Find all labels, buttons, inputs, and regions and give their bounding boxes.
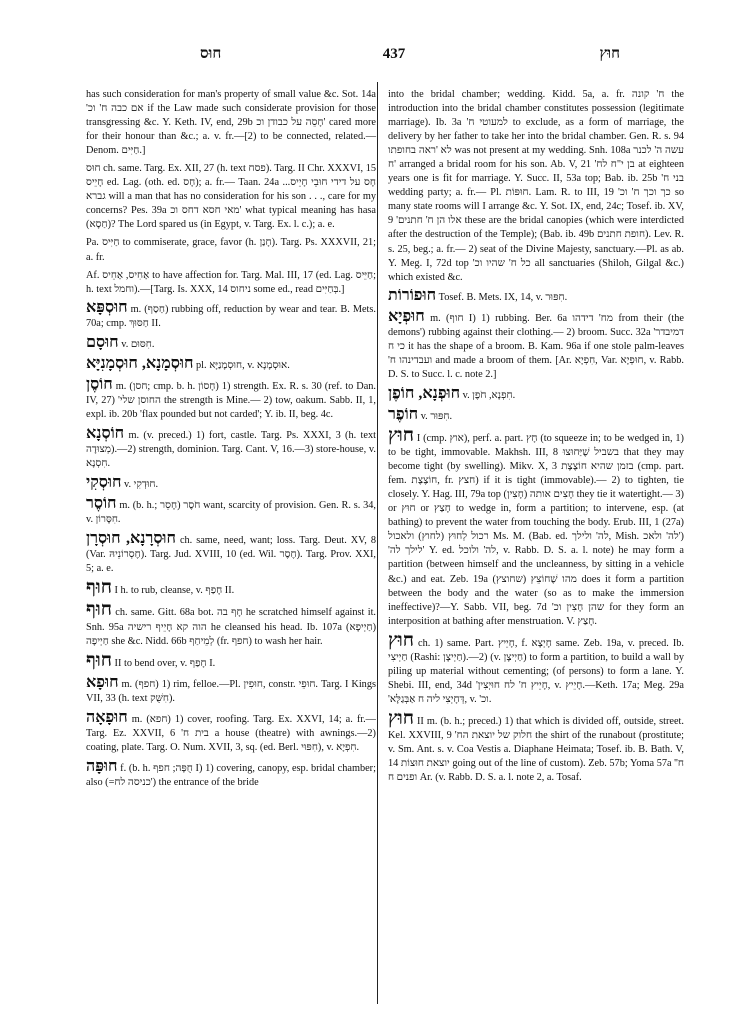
dictionary-entry — [388, 425, 685, 629]
column-divider — [377, 82, 378, 1004]
entry-headword: חוֹסֶן — [86, 375, 113, 393]
entry-headword: חוּסְרָנָא, חוּסְרָן — [86, 530, 176, 548]
entry-definition: m. (b. h.; חָסֵר) חֹסֶר want, scarcity of provision. Gen. R. s. 34, v. חִסָּרוֹן. — [86, 500, 376, 526]
entry-continuation: חוּס ch. same. Targ. Ex. XII, 27 (h. text פסח). Targ. II Chr. XXXVI, 15 חָיֵיס ed. Lag. (oth. ed. חָס); a. fr.— Taan. 24a ...חָס על דידי חוּבֵי חָיֵיס גברא will a man that has no consideration for his son . . ., care for my concerns? Pes. 39a מאי חסא דחס וכ' what typical meaning has hasa (חַסָא)? The Lord spared us (in Egypt, v. Targ. Ex. l. c.); a. e. — [86, 163, 376, 231]
dictionary-entry — [86, 757, 376, 790]
entry-headword: חוּץ — [388, 629, 415, 651]
entry-definition: II to bend over, v. חָפַף I. — [111, 657, 216, 669]
entry-definition: f. (b. h. חֻפָּה; חפף I) 1) covering, canopy, esp. bridal chamber; also (=כניסה לח') the entrance of the bride — [86, 762, 376, 788]
running-head-left: חוּס — [200, 46, 222, 62]
entry-definition: v. חִפּוּר. — [418, 410, 453, 422]
entry-definition: v. חִסּוּם. — [118, 338, 155, 350]
entry-continuation: Af. אַחִיס, אַחֵיס to have affection for. Targ. Mal. III, 17 (ed. Lag. חַיֵּיס; h. text וחמל).—[Targ. Is. XXX, 14 ניחוס some ed., read בְּחַיִּים.] — [86, 269, 376, 295]
entry-continuation: into the bridal chamber; wedding. Kidd. 5a, a. fr. ח' קונה the introduction into the bridal chamber constitutes possession (legitimate marriage). Ib. 3a 'למעוטי ח to exclude, as a form of marriage, the delivery by her father to take her into the bridal chamber. Gen. R. s. 94 לא 'ראה בחופתו was not present at my wedding. Snh. 108a עשה ה' לכנר ח' arranged a bridal room for his son. Ab. V, 21 'בן י"ח לח at eighteen years one is fit for marriage. Y. Succ. II, 53a top; Bab. ib. 25b 'בני ח wedding party; a. fr.— Pl. חוּפּוֹת. Lam. R. to III, 19 'כך וכך ח' וכ so many state rooms will I arrange &c. Y. Sot. IX, end, 24c; Tosef. ib. XV, 9 'אלו הן ח' חתנים these are the bridal canopies (which were interdicted after the destruction of the Temple); (Bab. ib. 49b חופת חתנים). Lev. R. s. 25, beg.; a. fr.— 2) seat of the Divine Majesty, sanctuary.—Pl. as ab. Y. Meg. I, 72d top 'כל ח' שהיו וכ all sanctuaries (Shiloh, Gilgal &c.) which existed &c. — [388, 89, 685, 283]
right-column — [388, 88, 684, 790]
dictionary-entry — [86, 375, 376, 422]
entry-definition: v. חוּדְקִי. — [121, 479, 159, 491]
entry-definition: pl. חוּסְמָנַיָּא, v. אוּסְמָנָא. — [193, 359, 290, 371]
entry-continuation: Pa. חַיִּיס to commiserate, grace, favor (h. חָנַן). Targ. Ps. XXXVII, 21; a. fr. — [86, 237, 376, 263]
dictionary-entry — [86, 649, 376, 671]
dictionary-entry — [86, 599, 377, 648]
entry-headword: חוֹסֶר — [86, 495, 117, 513]
entry-headword: חוּף — [86, 649, 112, 671]
entry-definition: Tosef. B. Mets. IX, 14, v. חִפּוּר. — [436, 291, 568, 303]
dictionary-entry — [86, 298, 376, 331]
entry-definition: I (cmp. אוץ), perf. a. part. חָץ (to squeeze in; to be wedged in, 1) to be tight, immovable. Makhsh. III, 8 בשביל שֶׁיַּחוּצוּ that they may become tight (by swelling). Mikv. X, 3 בזמן שהיא חוֹצֶצֶת (cmp. part. fem. חוֹצֶצֶת, fr. חצץ) if it is tight (immovable).— 2) to tighten, tie closely. Y. Hag. III, 79a top (חָצִין) חָצִים אותה they tie it watertight.— 3) or חוּץ or חָצַץ to wedge in, form a partition; to intervene, esp. (at bathing) to prevent the water from touching the body. Erub. III, 1 (27a) רכול לְחוּץ (לחוץ) ולאכול Ms. M. (Bab. ed. לה' ולילך, Mish. לה' ולאכ') 'לילך לה' Y. ed. לה' ולוכל, v. Rabb. D. S. a. l. note) he may form a partition (between himself and the uncleanness, by sitting in a vehicle &c.) and eat. Zeb. 19a מהו שֶׁחוֹצֵץ (שחוצץ) does it form a partition between the body and the water (so as to make the immersion ineffective)?—Y. Sabb. VII, beg. 7d 'שהן חָצִין וכ for they form an interposition at bathing after menstruation. V. חָצַץ. — [388, 433, 685, 627]
dictionary-entry — [86, 354, 376, 373]
entry-headword: חוּץ — [388, 425, 415, 447]
entry-continuation: has such consideration for man's property of small value &c. Sot. 14a 'אם כבה ח' וכ if the Law made such considerate provision for those transgressing &c. Y. Keth. IV, end, 29b חָסֵה על כבודן וכ' cared more for their honour than &c.; a. v. fr.—[2) to be connected, related.—Denom. חַיִּים.] — [86, 89, 376, 157]
entry-headword: חוֹסְנָא — [86, 424, 125, 442]
entry-headword: חוּפָאָה — [86, 708, 128, 726]
dictionary-entry — [388, 307, 684, 382]
entry-headword: חוּפָּה — [86, 757, 118, 775]
entry-definition: m. (חַסַף) rubbing off, reduction by wear and tear. B. Mets. 70a; cmp. חַסּוּךְ II. — [86, 303, 376, 329]
entry-headword: חוּף — [86, 577, 112, 599]
dictionary-entry — [86, 424, 376, 471]
page-number: 437 — [382, 46, 406, 62]
entry-headword: חוּף — [86, 599, 112, 621]
entry-definition: ch. same. Gitt. 68a bot. חָף בה he scratched himself against it. Snh. 95a הוה קא חָיֵיף רישיה he cleansed his head. Ib. 107a (חַיְיפָא) חַיְיפָה she &c. Nidd. 66b לְמֵיחַף (fr. חפף) to wash her hair. — [86, 607, 377, 647]
entry-definition: ch. 1) same. Part. חָיֵיץ, f. חָיְצָא same. Zeb. 19a, v. preced. Ib. חַיְיצִי (Rashi: חַיְיצָן).—2) (v. חַיְיצָן) to form a partition, to build a wall by piling up material without cementing; (of persons) to form a lane. Y. Shebi. III, end, 34d 'חָיֵיץ ח' לח חוּיְצִין, v. חָיֵיץ.—Keth. 17a; Meg. 29a 'דְּחָיְצִי ליה ח אַבְּגַלָּא, v. 'וכ. — [388, 637, 685, 705]
dictionary-entry — [86, 673, 376, 706]
entry-headword: חוּסְפָּא — [86, 298, 128, 316]
entry-definition: I h. to rub, cleanse, v. חָפַף II. — [111, 585, 235, 597]
entry-headword: חוֹפֶר — [388, 405, 419, 423]
entry-definition: m. (v. preced.) 1) fort, castle. Targ. Ps. XXXI, 3 (h. text מְצוּדָה).—2) strength, dominion. Targ. Cant. V, 16.—3) store-house, v. חִסְנָא. — [86, 429, 376, 470]
dictionary-entry — [86, 333, 376, 352]
entry-definition: m. (חסן; cmp. b. h. חָסוֹן) 1) strength. Ex. R. s. 30 (ref. to Dan. IV, 27) 'החוסן שלי the strength is Mine.— 2) tow, oakum. Sabb. II, 1, expl. ib. 20b 'flax pounded but not carded'; Y. ib. II, beg. 4c. — [86, 380, 376, 420]
dictionary-entry — [388, 629, 685, 707]
page-header — [88, 46, 700, 70]
entry-definition: m. (חפא) 1) cover, roofing. Targ. Ex. XXVI, 14; a. fr.—Targ. Ez. XXVII, 6 'בית ח a house (theatre) with awnings.—2) coating, plate. Targ. O. Num. XVII, 3, sq. (ed. Berl. חִפּוּי), v. חִפְיָא. — [86, 713, 376, 753]
running-head-right: חוּץ — [599, 46, 620, 62]
dictionary-entry — [388, 384, 684, 403]
entry-headword: חוּסְקִי — [86, 474, 122, 492]
entry-headword: חוּפְיָא — [388, 307, 425, 325]
dictionary-entry — [388, 405, 684, 424]
entry-definition: m. (חפף) 1) rim, felloe.—Pl. חוּפִין, constr. חוּפֵי. Targ. I Kings VII, 33 (h. text חִשֻּׁק). — [86, 678, 376, 704]
dictionary-entry — [86, 708, 376, 755]
entry-definition: II m. (b. h.; preced.) 1) that which is divided off, outside, street. Kel. XXVIII, 9 'חלוק של יוצאת הח the shirt of the runabout (prostitute; v. Sm. Ant. s. v. Coa Vestis a. Diaphane Heimata; Tosef. ib. B. Bath. V, 14 יוצאת חוּצוֹת going out of the line of custom). Zeb. 57b; Yoma 57a 'ח' ופנים ח Ar. (v. Rabb. D. S. a. l. note 2, a. Tosaf. — [388, 715, 685, 784]
dictionary-entry — [86, 497, 376, 527]
entry-headword: חוּפוֹרוֹת — [388, 286, 437, 304]
left-column — [86, 88, 376, 795]
dictionary-entry — [86, 577, 376, 599]
dictionary-entry — [86, 532, 376, 576]
entry-headword: חוּפְנָא, חוֹפֶן — [388, 384, 461, 402]
dictionary-entry — [388, 707, 685, 785]
entry-definition: v. חִפְנָא, חֹפֶן. — [460, 389, 516, 401]
dictionary-entry — [388, 286, 684, 305]
entry-definition: m. (חוף I) 1) rubbing. Ber. 6a מח' דידהו from their (the demons') rubbing against their clothing.— 2) broom. Succ. 32a 'דמיבדר כי ח it has the shape of a broom. B. Kam. 96a if one stole palm-leaves 'ועבדינהו ח and made a broom of them. [Ar. חִפְיָא, Var. חוּפְיָא, v. Rabb. D. S. to Succ. l. c. note 2.] — [388, 312, 684, 380]
entry-headword: חוּפָא — [86, 673, 119, 691]
entry-definition: ch. same, need, want; loss. Targ. Deut. XV, 8 (Var. חֶסְרוֹנֵיהּ). Targ. Jud. XVIII, 10 (ed. Wil. חֶסֶר). Targ. Prov. XXI, 5; a. e. — [86, 535, 376, 575]
dictionary-entry — [86, 476, 376, 492]
entry-headword: חוּץ — [388, 707, 415, 729]
entry-headword: חוּסְמָנָא, חוּסְמָנִיָּא — [86, 354, 194, 372]
entry-headword: חוּסָם — [86, 333, 119, 351]
